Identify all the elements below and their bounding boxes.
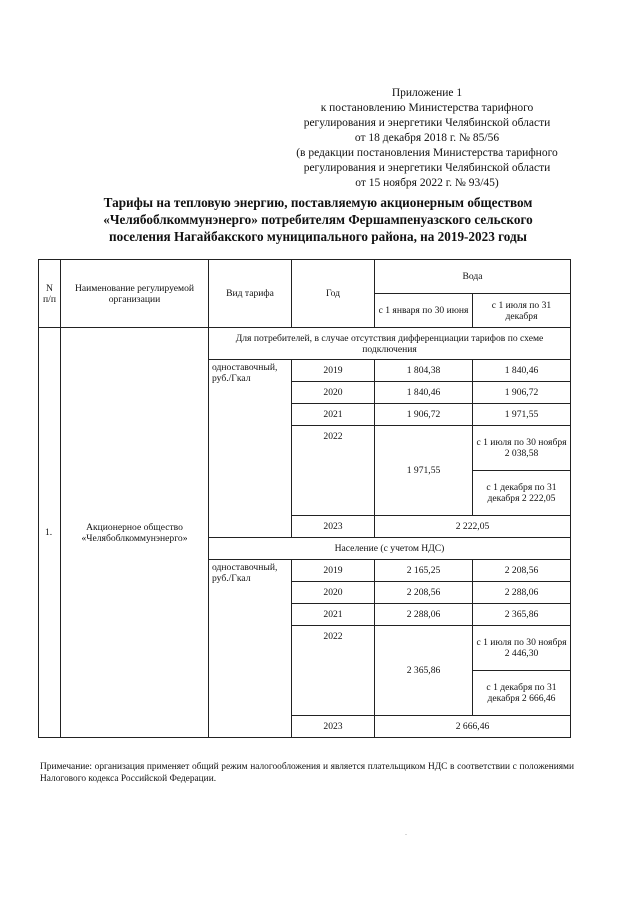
- row-number: 1.: [39, 328, 61, 738]
- value-cell: 1 971,55: [375, 426, 473, 516]
- appendix-line: (в редакции постановления Министерства тарифного: [296, 147, 558, 159]
- appendix-line: к постановлению Министерства тарифного: [320, 102, 534, 114]
- organization-name: Акционерное общество «Челябоблкоммунэнерго»: [61, 328, 209, 738]
- value-cell: 2 288,06: [375, 604, 473, 626]
- tariff-type: одноставочный, руб./Гкал: [209, 560, 292, 738]
- tariff-table: [38, 259, 571, 738]
- year-cell: 2023: [292, 516, 375, 538]
- appendix-line: регулирования и энергетики Челябинской области: [303, 162, 551, 174]
- section-title: Население (с учетом НДС): [209, 538, 571, 560]
- document-title: [58, 194, 578, 245]
- year-cell: 2019: [292, 360, 375, 382]
- value-cell: 2 208,56: [473, 560, 571, 582]
- value-cell-merged: 2 222,05: [375, 516, 571, 538]
- appendix-header: [262, 86, 592, 191]
- value-cell: с 1 июля по 30 ноября 2 446,30: [473, 626, 571, 671]
- year-cell: 2023: [292, 716, 375, 738]
- header-tariff-type: Вид тарифа: [209, 260, 292, 328]
- value-cell-merged: 2 666,46: [375, 716, 571, 738]
- value-cell: 2 365,86: [375, 626, 473, 716]
- section-title: Для потребителей, в случае отсутствия дифференциации тарифов по схеме подключения: [209, 328, 571, 360]
- value-cell: 1 840,46: [473, 360, 571, 382]
- year-cell: 2021: [292, 404, 375, 426]
- appendix-line: от 18 декабря 2018 г. № 85/56: [354, 132, 500, 144]
- value-cell: с 1 декабря по 31 декабря 2 222,05: [473, 471, 571, 516]
- title-line: «Челябоблкоммунэнерго» потребителям Фершампенуазского сельского: [103, 212, 533, 227]
- value-cell: 2 288,06: [473, 582, 571, 604]
- header-water: Вода: [375, 260, 571, 294]
- year-cell: 2022: [292, 626, 375, 716]
- appendix-line: регулирования и энергетики Челябинской области: [303, 117, 551, 129]
- value-cell: 2 365,86: [473, 604, 571, 626]
- header-num: N п/п: [39, 260, 61, 328]
- year-cell: 2019: [292, 560, 375, 582]
- value-cell: 1 840,46: [375, 382, 473, 404]
- year-cell: 2020: [292, 382, 375, 404]
- section-title-row: [39, 328, 571, 360]
- header-org: Наименование регулируемой организации: [61, 260, 209, 328]
- value-cell: 2 208,56: [375, 582, 473, 604]
- value-cell: с 1 декабря по 31 декабря 2 666,46: [473, 671, 571, 716]
- header-period-1: с 1 января по 30 июня: [375, 294, 473, 328]
- value-cell: 1 804,38: [375, 360, 473, 382]
- value-cell: 1 906,72: [375, 404, 473, 426]
- header-period-2: с 1 июля по 31 декабря: [473, 294, 571, 328]
- year-cell: 2020: [292, 582, 375, 604]
- value-cell: 2 165,25: [375, 560, 473, 582]
- footnote: Примечание: организация применяет общий режим налогообложения и является плательщиком НДС в соответствии с положениями Налогового кодекса Российской Федерации.: [40, 762, 574, 784]
- appendix-line: от 15 ноября 2022 г. № 93/45): [355, 177, 499, 189]
- header-row: [39, 260, 571, 294]
- value-cell: 1 906,72: [473, 382, 571, 404]
- title-line: Тарифы на тепловую энергию, поставляемую акционерным обществом: [103, 195, 533, 210]
- title-line: поселения Нагайбакского муниципального района, на 2019-2023 годы: [109, 229, 527, 244]
- value-cell: 1 971,55: [473, 404, 571, 426]
- year-cell: 2021: [292, 604, 375, 626]
- page-mark: .: [405, 828, 407, 837]
- year-cell: 2022: [292, 426, 375, 516]
- header-year: Год: [292, 260, 375, 328]
- value-cell: с 1 июля по 30 ноября 2 038,58: [473, 426, 571, 471]
- tariff-type: одноставочный, руб./Гкал: [209, 360, 292, 538]
- appendix-line: Приложение 1: [391, 87, 463, 99]
